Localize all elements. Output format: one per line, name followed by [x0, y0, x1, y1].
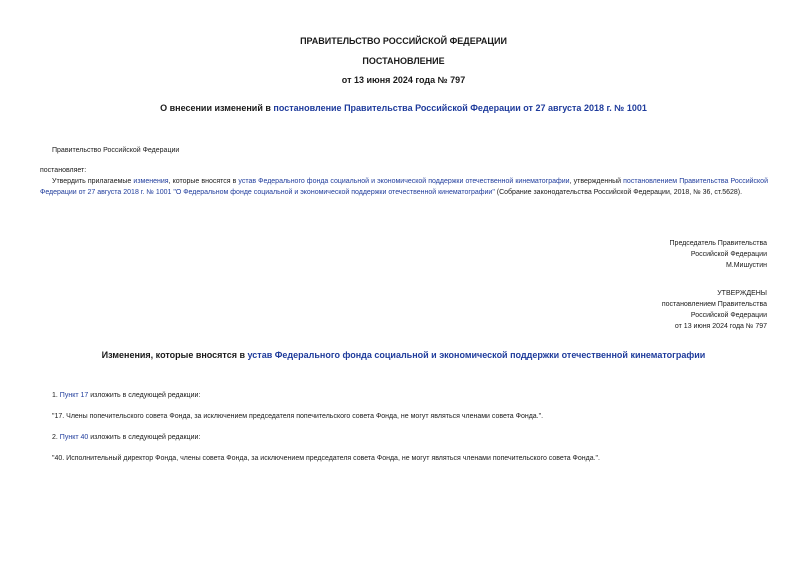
- list-item: [52, 390, 200, 401]
- item-text: изложить в следующей редакции:: [88, 392, 201, 399]
- date-number-heading: от 13 июня 2024 года № 797: [341, 75, 466, 85]
- changes-title-prefix: Изменения, которые вносятся в: [101, 350, 248, 360]
- changes-title-link[interactable]: устав Федерального фонда социальной и экономической поддержки отечественной кинематографии: [247, 350, 706, 360]
- changes-link[interactable]: изменения: [133, 178, 169, 185]
- item-number: 1.: [52, 392, 60, 399]
- title-prefix: О внесении изменений в: [160, 103, 274, 113]
- approved-line-4: от 13 июня 2024 года № 797: [674, 323, 767, 330]
- government-heading: ПРАВИТЕЛЬСТВО РОССИЙСКОЙ ФЕДЕРАЦИИ: [300, 36, 507, 46]
- p1-part-a: Утвердить прилагаемые: [52, 178, 134, 185]
- charter-link[interactable]: устав Федерального фонда социальной и экономической поддержки отечественной кинематографии: [238, 178, 570, 185]
- approved-line-1: УТВЕРЖДЕНЫ: [717, 290, 767, 297]
- clause-17-quote: "17. Члены попечительского совета Фонда, за исключением председателя попечительского совета Фонда, не могут являться членами совета Фонда.".: [52, 413, 544, 420]
- clause-40-quote: "40. Исполнительный директор Фонда, члены совета Фонда, за исключением председателя совета Фонда, не могут являться членами попечительского совета Фонда.".: [52, 455, 600, 462]
- p1-part-d: (Собрание законодательства Российской Федерации, 2018, № 36, ст.5628).: [494, 189, 743, 196]
- title-link[interactable]: постановление Правительства Российской Федерации от 27 августа 2018 г. № 1001: [273, 103, 647, 113]
- approved-line-2: постановлением Правительства: [661, 301, 767, 308]
- item-text: изложить в следующей редакции:: [88, 434, 201, 441]
- p1-part-b: , которые вносятся в: [168, 178, 239, 185]
- p1-part-c: , утвержденный: [569, 178, 624, 185]
- clause-40-link[interactable]: Пункт 40: [59, 434, 89, 441]
- government-text: Правительство Российской Федерации: [52, 147, 180, 154]
- resolution-link[interactable]: постановлением Правительства Российской Федерации от 27 августа 2018 г. № 1001 "О Федеральном фонде социальной и экономической поддержки отечественной кинематографии": [40, 178, 768, 196]
- list-item: [52, 432, 200, 443]
- doc-type-heading: ПОСТАНОВЛЕНИЕ: [362, 56, 445, 66]
- signature-name: М.Мишустин: [725, 262, 767, 269]
- approved-line-3: Российской Федерации: [690, 312, 767, 319]
- item-number: 2.: [52, 434, 60, 441]
- changes-title: [0, 350, 807, 360]
- signature-line-1: Председатель Правительства: [669, 240, 767, 247]
- clause-17-link[interactable]: Пункт 17: [59, 392, 89, 399]
- document-title: [0, 103, 807, 113]
- paragraph-1: [40, 176, 768, 198]
- signature-line-2: Российской Федерации: [690, 251, 767, 258]
- decides-text: постановляет:: [40, 167, 87, 174]
